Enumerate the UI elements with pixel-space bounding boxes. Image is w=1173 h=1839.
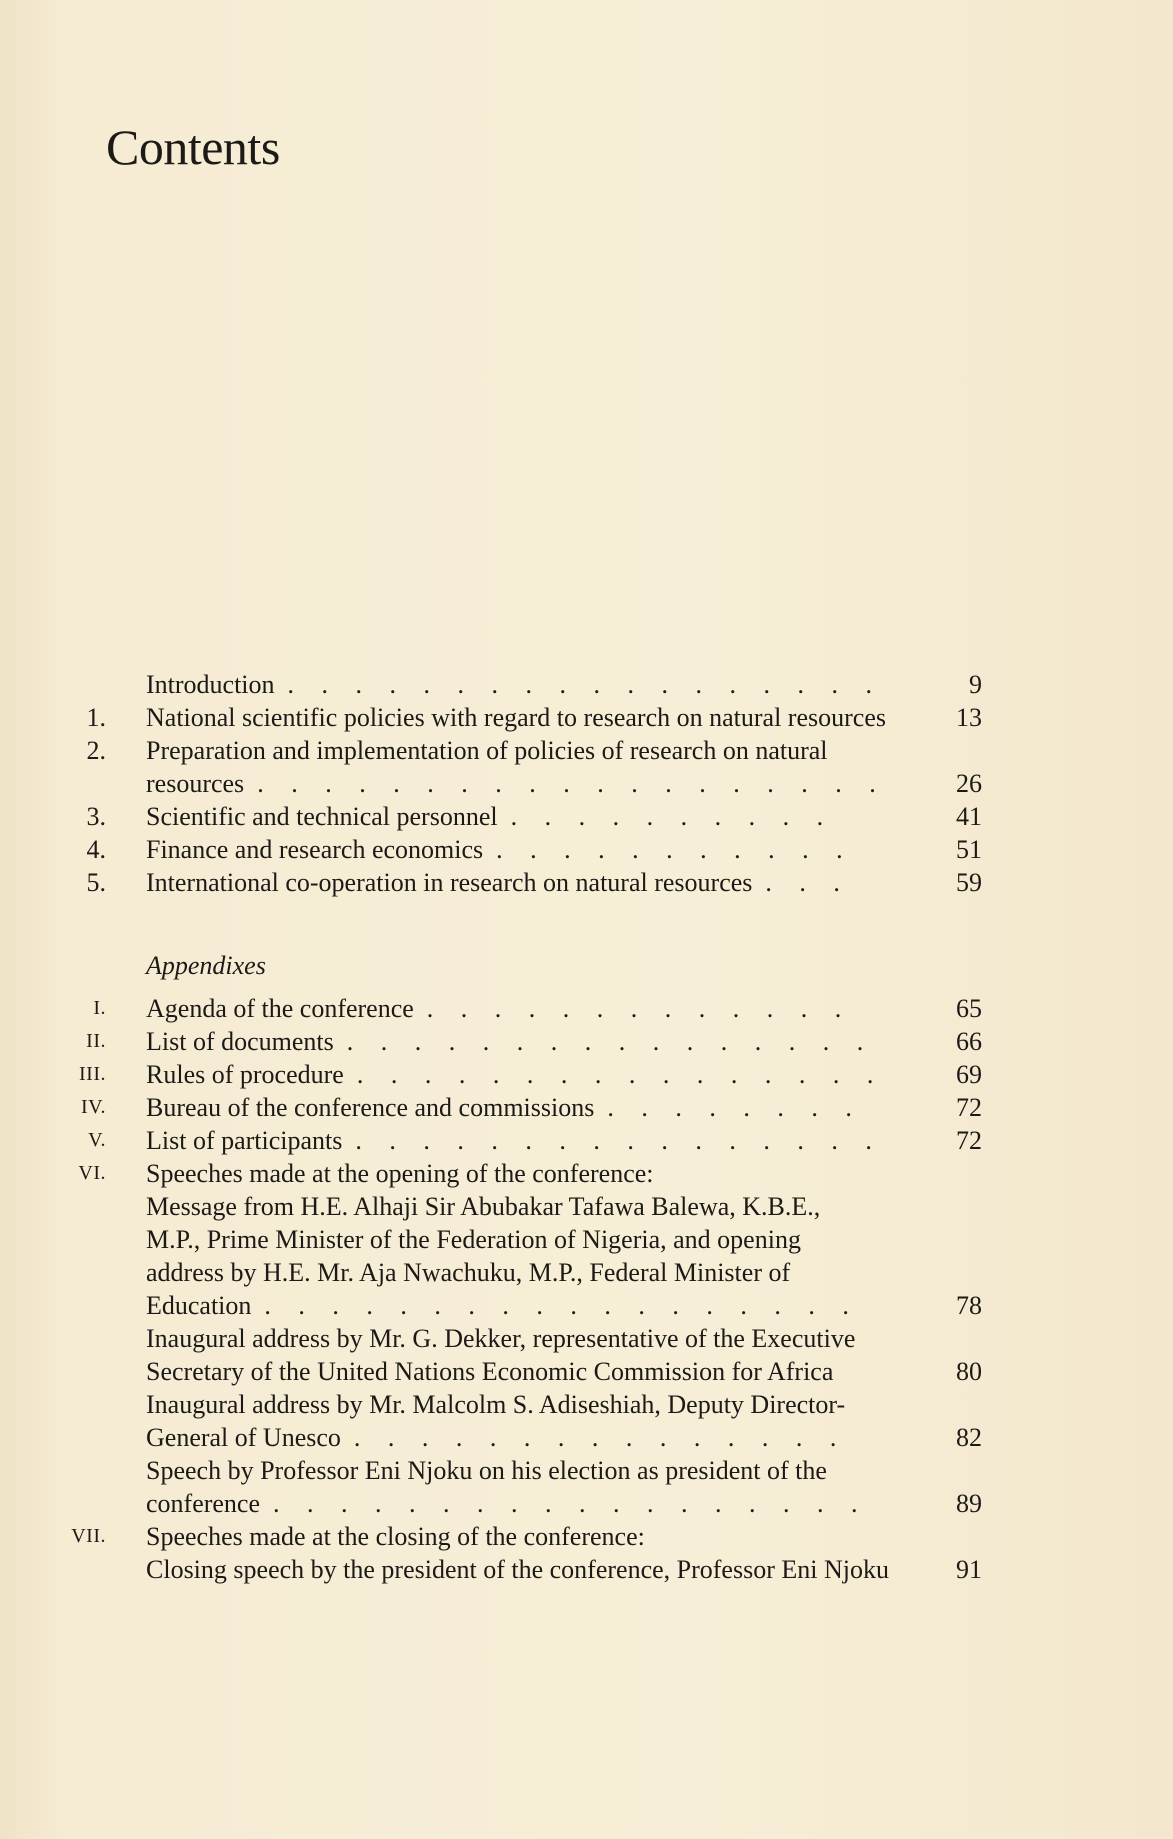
page-number: 80 — [956, 1357, 982, 1386]
entry-number: III. — [79, 1063, 106, 1085]
leader-dots: . . . . . . . . . . . . . . . . . . — [273, 1489, 869, 1518]
leader-dots: . . . . . . . . . . . . . . . . . . — [287, 670, 883, 699]
entry-number: VII. — [71, 1525, 106, 1547]
entry-number: I. — [93, 997, 106, 1019]
sub-entry-closing-speech — [40, 1553, 1040, 1586]
entry-title: Speeches made at the opening of the conference: — [146, 1159, 654, 1188]
leader-dots: . . . — [765, 868, 851, 897]
appendix-entry-i — [40, 992, 1040, 1025]
leader-dots: . . . . . . . . . . . . . . . . . . — [264, 1291, 860, 1320]
entry-title-line: M.P., Prime Minister of the Federation of Nigeria, and opening — [146, 1225, 801, 1254]
entry-number: 1. — [86, 703, 106, 732]
page-number: 82 — [956, 1423, 982, 1452]
appendix-entry-iv — [40, 1091, 1040, 1124]
toc-entry-4 — [40, 833, 1040, 866]
sub-entry-njoku-election-speech — [40, 1454, 1040, 1520]
page-number: 72 — [956, 1126, 982, 1155]
entry-number: VI. — [78, 1162, 106, 1184]
entry-title: Agenda of the conference — [146, 994, 414, 1023]
entry-title: Speeches made at the closing of the conference: — [146, 1522, 645, 1551]
toc-entry-3 — [40, 800, 1040, 833]
entry-title: Scientific and technical personnel — [146, 802, 498, 831]
table-of-contents — [40, 668, 1040, 1586]
toc-entry-5 — [40, 866, 1040, 899]
entry-number: 4. — [86, 835, 106, 864]
entry-number: IV. — [80, 1096, 106, 1118]
page-number: 89 — [956, 1489, 982, 1518]
toc-entry-2 — [40, 734, 1040, 800]
entry-number: 2. — [86, 736, 106, 765]
page-number: 69 — [956, 1060, 982, 1089]
toc-entry-introduction — [40, 668, 1040, 701]
page-number: 72 — [956, 1093, 982, 1122]
page-number: 26 — [956, 769, 982, 798]
appendix-entry-vii — [40, 1520, 1040, 1553]
leader-dots: . . . . . . . . — [607, 1093, 863, 1122]
entry-number: II. — [86, 1030, 106, 1052]
page-number: 51 — [956, 835, 982, 864]
leader-dots: . . . . . . . . . . . . . . . . — [355, 1126, 883, 1155]
appendix-entry-vi — [40, 1157, 1040, 1190]
sub-entry-balewa-message — [40, 1190, 1040, 1322]
entry-title: Finance and research economics — [146, 835, 484, 864]
entry-title: International co-operation in research on natural resources — [146, 868, 753, 897]
page-number: 65 — [956, 994, 982, 1023]
entry-title-line: Preparation and implementation of policies of research on natural — [146, 736, 828, 765]
appendixes-heading: Appendixes — [146, 951, 266, 980]
appendix-entry-iii — [40, 1058, 1040, 1091]
sub-entry-dekker-address — [40, 1322, 1040, 1388]
page-number: 66 — [956, 1027, 982, 1056]
page-number: 91 — [956, 1555, 982, 1584]
page-number: 13 — [956, 703, 982, 732]
leader-dots: . . . . . . . . . . . . . . . . . . . — [257, 769, 887, 798]
entry-title: National scientific policies with regard to research on natural resources — [146, 703, 886, 732]
entry-title-line: Inaugural address by Mr. Malcolm S. Adiseshiah, Deputy Director- — [146, 1390, 846, 1419]
entry-number: 3. — [86, 802, 106, 831]
entry-title: List of documents — [146, 1027, 334, 1056]
page-title: Contents — [106, 119, 280, 175]
entry-title-line: Education — [146, 1291, 252, 1320]
page-number: 9 — [969, 670, 982, 699]
entry-number: V. — [88, 1129, 106, 1151]
leader-dots: . . . . . . . . . . . . . . . . — [356, 1060, 884, 1089]
entry-title-line: Inaugural address by Mr. G. Dekker, representative of the Executive — [146, 1324, 856, 1353]
page-number: 59 — [956, 868, 982, 897]
entry-title-line: conference — [146, 1489, 261, 1518]
page-number: 41 — [956, 802, 982, 831]
entry-title-line: Speech by Professor Eni Njoku on his election as president of the — [146, 1456, 827, 1485]
entry-title-line: Secretary of the United Nations Economic Commission for Africa — [146, 1357, 834, 1386]
entry-title: List of participants — [146, 1126, 343, 1155]
appendix-entry-ii — [40, 1025, 1040, 1058]
entry-title-line: address by H.E. Mr. Aja Nwachuku, M.P., Federal Minister of — [146, 1258, 791, 1287]
entry-number: 5. — [86, 868, 106, 897]
entry-title-line: General of Unesco — [146, 1423, 341, 1452]
entry-title: Introduction — [146, 670, 275, 699]
entry-title: Bureau of the conference and commissions — [146, 1093, 595, 1122]
entry-title: Rules of procedure — [146, 1060, 344, 1089]
leader-dots: . . . . . . . . . . . . . . . — [353, 1423, 847, 1452]
entry-title: Closing speech by the president of the conference, Professor Eni Njoku — [146, 1555, 889, 1584]
appendix-entry-v — [40, 1124, 1040, 1157]
leader-dots: . . . . . . . . . . . — [496, 835, 854, 864]
page-number: 78 — [956, 1291, 982, 1320]
entry-title-line: Message from H.E. Alhaji Sir Abubakar Tafawa Balewa, K.B.E., — [146, 1192, 821, 1221]
leader-dots: . . . . . . . . . . — [510, 802, 834, 831]
entry-title-line: resources — [146, 769, 245, 798]
entry-number — [40, 668, 106, 701]
leader-dots: . . . . . . . . . . . . . — [426, 994, 852, 1023]
sub-entry-adiseshiah-address — [40, 1388, 1040, 1454]
leader-dots: . . . . . . . . . . . . . . . . — [346, 1027, 874, 1056]
toc-entry-1 — [40, 701, 1040, 734]
